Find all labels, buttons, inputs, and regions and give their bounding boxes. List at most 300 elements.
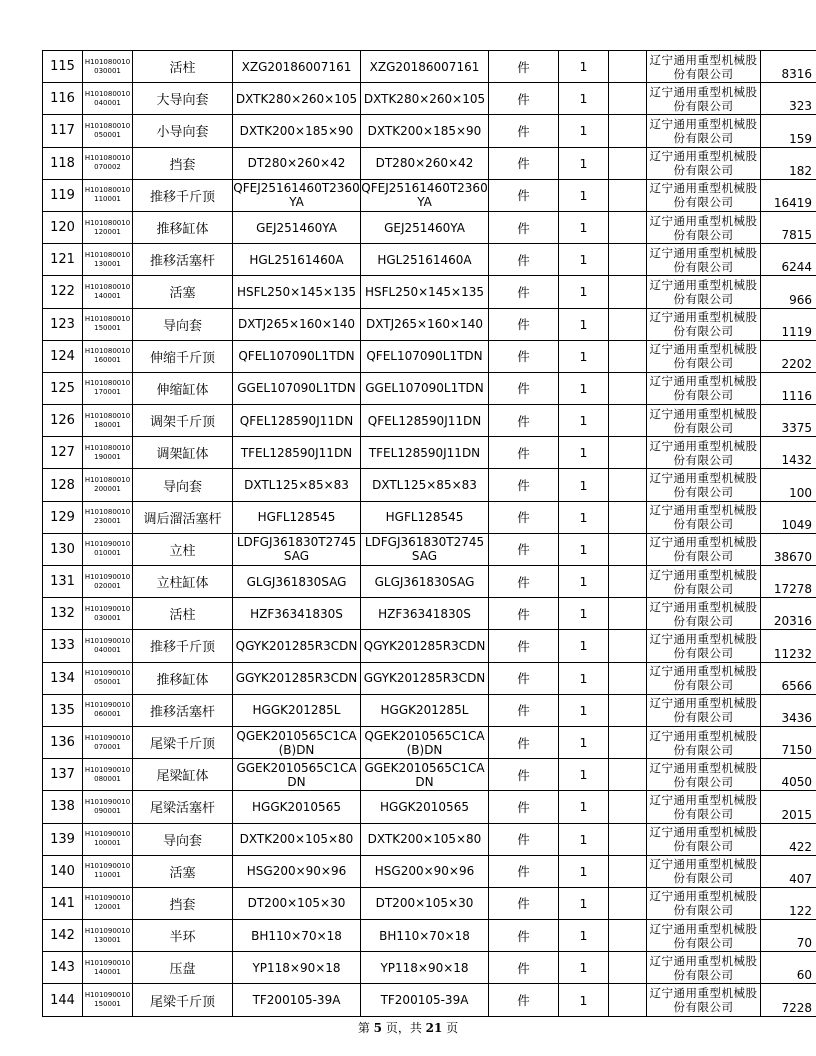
unit-cell: 件: [489, 984, 559, 1016]
part-name-cell: 挡套: [133, 887, 233, 919]
material-code-cell: H101090010080001: [83, 759, 133, 791]
model-spec-cell: DXTK280×260×105: [233, 83, 361, 115]
item-number-cell: 142: [43, 920, 83, 952]
unit-cell: 件: [489, 179, 559, 211]
model-spec-cell: QFEJ25161460T2360YA: [233, 179, 361, 211]
quantity-cell: 1: [559, 51, 609, 83]
quantity-cell: 1: [559, 115, 609, 147]
part-name-cell: 推移活塞杆: [133, 244, 233, 276]
material-code-cell: H101080010130001: [83, 244, 133, 276]
part-name-cell: 推移活塞杆: [133, 694, 233, 726]
model-spec-cell: DXTK200×185×90: [233, 115, 361, 147]
material-code-cell: H101080010150001: [83, 308, 133, 340]
item-number-cell: 132: [43, 598, 83, 630]
unit-cell: 件: [489, 566, 559, 598]
quantity-cell: 1: [559, 469, 609, 501]
table-row: [43, 244, 816, 276]
quantity-cell: 1: [559, 83, 609, 115]
drawing-spec-cell: DT200×105×30: [361, 887, 489, 919]
remark-cell: [609, 179, 647, 211]
quantity-cell: 1: [559, 501, 609, 533]
part-name-cell: 调架缸体: [133, 437, 233, 469]
drawing-spec-cell: HSFL250×145×135: [361, 276, 489, 308]
material-code-cell: H101080010120001: [83, 211, 133, 243]
material-code-cell: H101090010100001: [83, 823, 133, 855]
material-code-cell: H101080010140001: [83, 276, 133, 308]
part-name-cell: 活柱: [133, 51, 233, 83]
page-current: 5: [373, 1021, 382, 1035]
quantity-cell: 1: [559, 791, 609, 823]
price-cell: 122: [761, 887, 816, 919]
price-cell: 3436: [761, 694, 816, 726]
price-cell: 1119: [761, 308, 816, 340]
supplier-cell: 辽宁通用重型机械股份有限公司: [647, 501, 761, 533]
supplier-cell: 辽宁通用重型机械股份有限公司: [647, 984, 761, 1016]
unit-cell: 件: [489, 501, 559, 533]
table-row: [43, 952, 816, 984]
price-cell: 6566: [761, 662, 816, 694]
model-spec-cell: LDFGJ361830T2745SAG: [233, 533, 361, 565]
unit-cell: 件: [489, 83, 559, 115]
remark-cell: [609, 920, 647, 952]
drawing-spec-cell: GEJ251460YA: [361, 211, 489, 243]
unit-cell: 件: [489, 920, 559, 952]
part-name-cell: 伸缩缸体: [133, 372, 233, 404]
price-cell: 1049: [761, 501, 816, 533]
table-row: [43, 83, 816, 115]
item-number-cell: 122: [43, 276, 83, 308]
drawing-spec-cell: DXTK280×260×105: [361, 83, 489, 115]
quantity-cell: 1: [559, 566, 609, 598]
model-spec-cell: HGGK2010565: [233, 791, 361, 823]
remark-cell: [609, 887, 647, 919]
quantity-cell: 1: [559, 630, 609, 662]
quantity-cell: 1: [559, 887, 609, 919]
remark-cell: [609, 662, 647, 694]
drawing-spec-cell: LDFGJ361830T2745SAG: [361, 533, 489, 565]
page-suffix: 页: [442, 1021, 459, 1035]
unit-cell: 件: [489, 244, 559, 276]
price-cell: 70: [761, 920, 816, 952]
model-spec-cell: DT200×105×30: [233, 887, 361, 919]
table-row: [43, 437, 816, 469]
drawing-spec-cell: DXTK200×105×80: [361, 823, 489, 855]
material-code-cell: H101090010130001: [83, 920, 133, 952]
model-spec-cell: GGEK2010565C1CADN: [233, 759, 361, 791]
model-spec-cell: QFEL107090L1TDN: [233, 340, 361, 372]
table-row: [43, 726, 816, 758]
remark-cell: [609, 437, 647, 469]
item-number-cell: 118: [43, 147, 83, 179]
item-number-cell: 125: [43, 372, 83, 404]
price-cell: 8316: [761, 51, 816, 83]
quantity-cell: 1: [559, 920, 609, 952]
remark-cell: [609, 726, 647, 758]
item-number-cell: 140: [43, 855, 83, 887]
model-spec-cell: XZG20186007161: [233, 51, 361, 83]
material-code-cell: H101080010160001: [83, 340, 133, 372]
quantity-cell: 1: [559, 405, 609, 437]
price-cell: 1432: [761, 437, 816, 469]
unit-cell: 件: [489, 147, 559, 179]
drawing-spec-cell: TFEL128590J11DN: [361, 437, 489, 469]
supplier-cell: 辽宁通用重型机械股份有限公司: [647, 308, 761, 340]
table-row: [43, 211, 816, 243]
material-code-cell: H101080010200001: [83, 469, 133, 501]
price-cell: 7228: [761, 984, 816, 1016]
parts-table: [42, 50, 816, 1017]
model-spec-cell: GLGJ361830SAG: [233, 566, 361, 598]
model-spec-cell: QGEK2010565C1CA(B)DN: [233, 726, 361, 758]
unit-cell: 件: [489, 276, 559, 308]
unit-cell: 件: [489, 115, 559, 147]
supplier-cell: 辽宁通用重型机械股份有限公司: [647, 244, 761, 276]
model-spec-cell: DXTL125×85×83: [233, 469, 361, 501]
part-name-cell: 活塞: [133, 276, 233, 308]
table-row: [43, 662, 816, 694]
part-name-cell: 挡套: [133, 147, 233, 179]
price-cell: 38670: [761, 533, 816, 565]
drawing-spec-cell: QFEL128590J11DN: [361, 405, 489, 437]
unit-cell: 件: [489, 211, 559, 243]
item-number-cell: 141: [43, 887, 83, 919]
drawing-spec-cell: HGFL128545: [361, 501, 489, 533]
supplier-cell: 辽宁通用重型机械股份有限公司: [647, 694, 761, 726]
item-number-cell: 130: [43, 533, 83, 565]
remark-cell: [609, 308, 647, 340]
unit-cell: 件: [489, 598, 559, 630]
page-footer: [0, 1019, 816, 1036]
part-name-cell: 立柱缸体: [133, 566, 233, 598]
supplier-cell: 辽宁通用重型机械股份有限公司: [647, 662, 761, 694]
drawing-spec-cell: BH110×70×18: [361, 920, 489, 952]
part-name-cell: 活塞: [133, 855, 233, 887]
item-number-cell: 128: [43, 469, 83, 501]
model-spec-cell: DXTJ265×160×140: [233, 308, 361, 340]
unit-cell: 件: [489, 952, 559, 984]
remark-cell: [609, 566, 647, 598]
unit-cell: 件: [489, 340, 559, 372]
supplier-cell: 辽宁通用重型机械股份有限公司: [647, 823, 761, 855]
remark-cell: [609, 598, 647, 630]
part-name-cell: 推移缸体: [133, 662, 233, 694]
remark-cell: [609, 372, 647, 404]
material-code-cell: H101090010070001: [83, 726, 133, 758]
unit-cell: 件: [489, 405, 559, 437]
part-name-cell: 导向套: [133, 469, 233, 501]
model-spec-cell: DT280×260×42: [233, 147, 361, 179]
part-name-cell: 尾梁千斤顶: [133, 984, 233, 1016]
supplier-cell: 辽宁通用重型机械股份有限公司: [647, 791, 761, 823]
unit-cell: 件: [489, 823, 559, 855]
price-cell: 422: [761, 823, 816, 855]
quantity-cell: 1: [559, 372, 609, 404]
item-number-cell: 121: [43, 244, 83, 276]
item-number-cell: 139: [43, 823, 83, 855]
item-number-cell: 115: [43, 51, 83, 83]
item-number-cell: 123: [43, 308, 83, 340]
table-row: [43, 630, 816, 662]
part-name-cell: 伸缩千斤顶: [133, 340, 233, 372]
quantity-cell: 1: [559, 855, 609, 887]
item-number-cell: 119: [43, 179, 83, 211]
supplier-cell: 辽宁通用重型机械股份有限公司: [647, 51, 761, 83]
item-number-cell: 134: [43, 662, 83, 694]
unit-cell: 件: [489, 662, 559, 694]
part-name-cell: 调后溜活塞杆: [133, 501, 233, 533]
price-cell: 11232: [761, 630, 816, 662]
quantity-cell: 1: [559, 952, 609, 984]
quantity-cell: 1: [559, 179, 609, 211]
remark-cell: [609, 823, 647, 855]
page-mid: 页，共: [382, 1021, 426, 1035]
drawing-spec-cell: YP118×90×18: [361, 952, 489, 984]
price-cell: 3375: [761, 405, 816, 437]
drawing-spec-cell: GLGJ361830SAG: [361, 566, 489, 598]
material-code-cell: H101090010110001: [83, 855, 133, 887]
drawing-spec-cell: QGYK201285R3CDN: [361, 630, 489, 662]
quantity-cell: 1: [559, 308, 609, 340]
price-cell: 159: [761, 115, 816, 147]
drawing-spec-cell: QGEK2010565C1CA(B)DN: [361, 726, 489, 758]
part-name-cell: 活柱: [133, 598, 233, 630]
supplier-cell: 辽宁通用重型机械股份有限公司: [647, 340, 761, 372]
unit-cell: 件: [489, 855, 559, 887]
supplier-cell: 辽宁通用重型机械股份有限公司: [647, 630, 761, 662]
supplier-cell: 辽宁通用重型机械股份有限公司: [647, 83, 761, 115]
table-row: [43, 147, 816, 179]
item-number-cell: 136: [43, 726, 83, 758]
remark-cell: [609, 759, 647, 791]
supplier-cell: 辽宁通用重型机械股份有限公司: [647, 533, 761, 565]
unit-cell: 件: [489, 694, 559, 726]
drawing-spec-cell: HGL25161460A: [361, 244, 489, 276]
remark-cell: [609, 51, 647, 83]
model-spec-cell: GGEL107090L1TDN: [233, 372, 361, 404]
price-cell: 17278: [761, 566, 816, 598]
quantity-cell: 1: [559, 211, 609, 243]
price-cell: 4050: [761, 759, 816, 791]
quantity-cell: 1: [559, 726, 609, 758]
unit-cell: 件: [489, 469, 559, 501]
quantity-cell: 1: [559, 984, 609, 1016]
model-spec-cell: GGYK201285R3CDN: [233, 662, 361, 694]
drawing-spec-cell: GGEK2010565C1CADN: [361, 759, 489, 791]
part-name-cell: 尾梁缸体: [133, 759, 233, 791]
remark-cell: [609, 244, 647, 276]
table-row: [43, 694, 816, 726]
quantity-cell: 1: [559, 823, 609, 855]
unit-cell: 件: [489, 726, 559, 758]
price-cell: 100: [761, 469, 816, 501]
price-cell: 2202: [761, 340, 816, 372]
material-code-cell: H101080010070002: [83, 147, 133, 179]
unit-cell: 件: [489, 308, 559, 340]
remark-cell: [609, 630, 647, 662]
drawing-spec-cell: DXTJ265×160×140: [361, 308, 489, 340]
remark-cell: [609, 83, 647, 115]
supplier-cell: 辽宁通用重型机械股份有限公司: [647, 437, 761, 469]
remark-cell: [609, 533, 647, 565]
material-code-cell: H101090010150001: [83, 984, 133, 1016]
item-number-cell: 126: [43, 405, 83, 437]
model-spec-cell: GEJ251460YA: [233, 211, 361, 243]
unit-cell: 件: [489, 437, 559, 469]
item-number-cell: 137: [43, 759, 83, 791]
material-code-cell: H101080010230001: [83, 501, 133, 533]
table-row: [43, 115, 816, 147]
table-row: [43, 340, 816, 372]
material-code-cell: H101090010060001: [83, 694, 133, 726]
supplier-cell: 辽宁通用重型机械股份有限公司: [647, 855, 761, 887]
unit-cell: 件: [489, 630, 559, 662]
drawing-spec-cell: DXTK200×185×90: [361, 115, 489, 147]
material-code-cell: H101090010040001: [83, 630, 133, 662]
model-spec-cell: HGL25161460A: [233, 244, 361, 276]
drawing-spec-cell: DXTL125×85×83: [361, 469, 489, 501]
price-cell: 20316: [761, 598, 816, 630]
table-row: [43, 598, 816, 630]
table-body: [43, 51, 816, 1017]
item-number-cell: 129: [43, 501, 83, 533]
model-spec-cell: HGFL128545: [233, 501, 361, 533]
supplier-cell: 辽宁通用重型机械股份有限公司: [647, 115, 761, 147]
model-spec-cell: QFEL128590J11DN: [233, 405, 361, 437]
unit-cell: 件: [489, 791, 559, 823]
material-code-cell: H101080010030001: [83, 51, 133, 83]
quantity-cell: 1: [559, 276, 609, 308]
price-cell: 60: [761, 952, 816, 984]
quantity-cell: 1: [559, 694, 609, 726]
remark-cell: [609, 211, 647, 243]
material-code-cell: H101080010190001: [83, 437, 133, 469]
quantity-cell: 1: [559, 244, 609, 276]
unit-cell: 件: [489, 372, 559, 404]
drawing-spec-cell: QFEL107090L1TDN: [361, 340, 489, 372]
item-number-cell: 143: [43, 952, 83, 984]
model-spec-cell: TF200105-39A: [233, 984, 361, 1016]
item-number-cell: 131: [43, 566, 83, 598]
quantity-cell: 1: [559, 147, 609, 179]
table-row: [43, 501, 816, 533]
supplier-cell: 辽宁通用重型机械股份有限公司: [647, 726, 761, 758]
item-number-cell: 117: [43, 115, 83, 147]
drawing-spec-cell: HSG200×90×96: [361, 855, 489, 887]
remark-cell: [609, 147, 647, 179]
table-row: [43, 759, 816, 791]
part-name-cell: 推移千斤顶: [133, 630, 233, 662]
price-cell: 407: [761, 855, 816, 887]
part-name-cell: 立柱: [133, 533, 233, 565]
model-spec-cell: DXTK200×105×80: [233, 823, 361, 855]
part-name-cell: 推移千斤顶: [133, 179, 233, 211]
material-code-cell: H101090010120001: [83, 887, 133, 919]
material-code-cell: H101090010140001: [83, 952, 133, 984]
remark-cell: [609, 469, 647, 501]
item-number-cell: 133: [43, 630, 83, 662]
table-row: [43, 405, 816, 437]
quantity-cell: 1: [559, 437, 609, 469]
supplier-cell: 辽宁通用重型机械股份有限公司: [647, 598, 761, 630]
remark-cell: [609, 115, 647, 147]
item-number-cell: 127: [43, 437, 83, 469]
table-row: [43, 179, 816, 211]
drawing-spec-cell: GGEL107090L1TDN: [361, 372, 489, 404]
remark-cell: [609, 952, 647, 984]
quantity-cell: 1: [559, 662, 609, 694]
remark-cell: [609, 340, 647, 372]
table-row: [43, 533, 816, 565]
quantity-cell: 1: [559, 533, 609, 565]
remark-cell: [609, 855, 647, 887]
model-spec-cell: HSFL250×145×135: [233, 276, 361, 308]
drawing-spec-cell: XZG20186007161: [361, 51, 489, 83]
part-name-cell: 尾梁千斤顶: [133, 726, 233, 758]
supplier-cell: 辽宁通用重型机械股份有限公司: [647, 920, 761, 952]
model-spec-cell: HZF36341830S: [233, 598, 361, 630]
supplier-cell: 辽宁通用重型机械股份有限公司: [647, 469, 761, 501]
price-cell: 7150: [761, 726, 816, 758]
price-cell: 323: [761, 83, 816, 115]
model-spec-cell: TFEL128590J11DN: [233, 437, 361, 469]
material-code-cell: H101080010050001: [83, 115, 133, 147]
material-code-cell: H101090010050001: [83, 662, 133, 694]
item-number-cell: 135: [43, 694, 83, 726]
price-cell: 16419: [761, 179, 816, 211]
part-name-cell: 半环: [133, 920, 233, 952]
part-name-cell: 大导向套: [133, 83, 233, 115]
drawing-spec-cell: HZF36341830S: [361, 598, 489, 630]
remark-cell: [609, 501, 647, 533]
table-row: [43, 372, 816, 404]
table-row: [43, 276, 816, 308]
quantity-cell: 1: [559, 340, 609, 372]
table-row: [43, 920, 816, 952]
table-row: [43, 823, 816, 855]
supplier-cell: 辽宁通用重型机械股份有限公司: [647, 566, 761, 598]
supplier-cell: 辽宁通用重型机械股份有限公司: [647, 372, 761, 404]
price-cell: 966: [761, 276, 816, 308]
supplier-cell: 辽宁通用重型机械股份有限公司: [647, 405, 761, 437]
item-number-cell: 138: [43, 791, 83, 823]
drawing-spec-cell: TF200105-39A: [361, 984, 489, 1016]
supplier-cell: 辽宁通用重型机械股份有限公司: [647, 952, 761, 984]
item-number-cell: 120: [43, 211, 83, 243]
model-spec-cell: HGGK201285L: [233, 694, 361, 726]
drawing-spec-cell: DT280×260×42: [361, 147, 489, 179]
remark-cell: [609, 694, 647, 726]
remark-cell: [609, 405, 647, 437]
quantity-cell: 1: [559, 759, 609, 791]
model-spec-cell: HSG200×90×96: [233, 855, 361, 887]
remark-cell: [609, 984, 647, 1016]
drawing-spec-cell: GGYK201285R3CDN: [361, 662, 489, 694]
price-cell: 6244: [761, 244, 816, 276]
part-name-cell: 导向套: [133, 308, 233, 340]
part-name-cell: 压盘: [133, 952, 233, 984]
table-row: [43, 566, 816, 598]
supplier-cell: 辽宁通用重型机械股份有限公司: [647, 887, 761, 919]
supplier-cell: 辽宁通用重型机械股份有限公司: [647, 211, 761, 243]
table-row: [43, 984, 816, 1016]
supplier-cell: 辽宁通用重型机械股份有限公司: [647, 276, 761, 308]
supplier-cell: 辽宁通用重型机械股份有限公司: [647, 147, 761, 179]
supplier-cell: 辽宁通用重型机械股份有限公司: [647, 179, 761, 211]
remark-cell: [609, 791, 647, 823]
table-row: [43, 855, 816, 887]
material-code-cell: H101080010180001: [83, 405, 133, 437]
material-code-cell: H101090010020001: [83, 566, 133, 598]
